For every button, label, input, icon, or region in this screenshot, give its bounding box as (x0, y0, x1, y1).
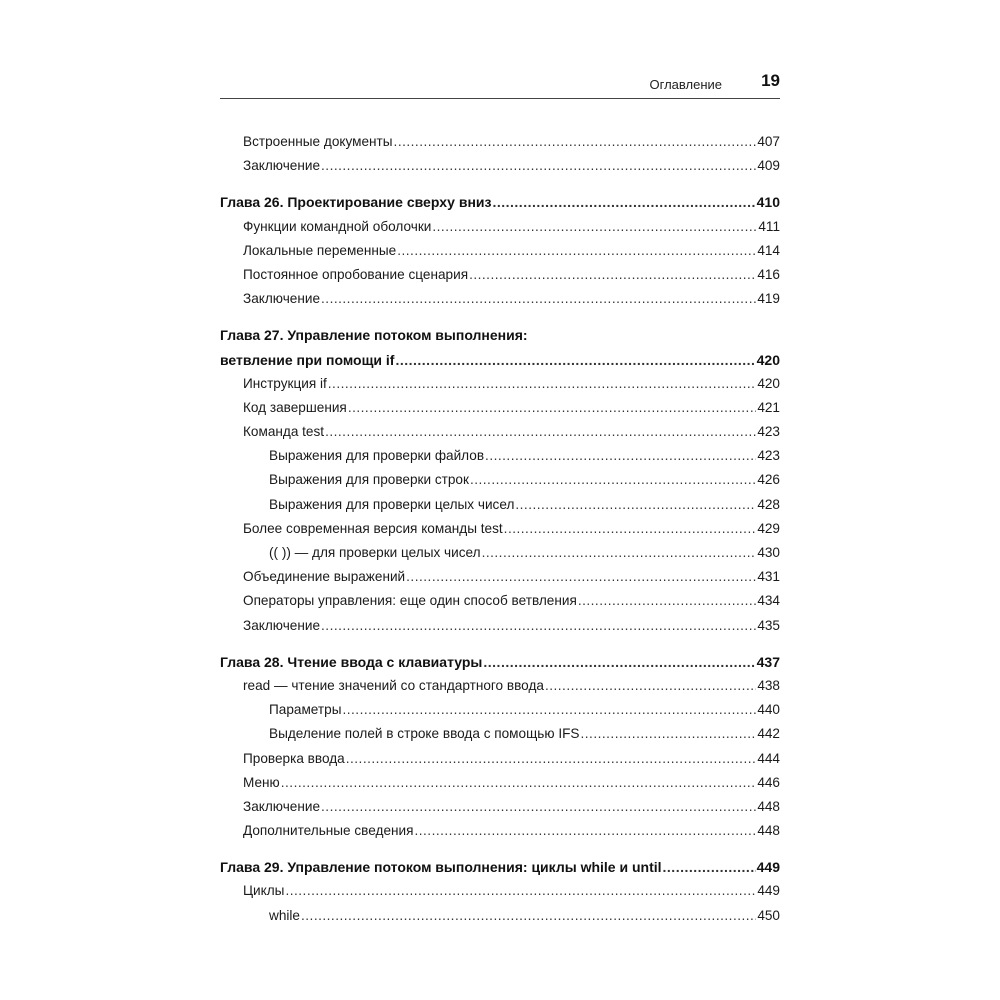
toc-section-entry (220, 154, 780, 178)
toc-page-number: 434 (757, 593, 780, 609)
toc-subsection-entry (220, 493, 780, 517)
toc-subsection-entry (220, 444, 780, 468)
toc-page-number: 442 (757, 726, 780, 742)
dot-leader (348, 396, 757, 420)
toc-page-number: 438 (757, 677, 780, 693)
toc-page-number: 411 (758, 218, 780, 234)
dot-leader (545, 674, 756, 698)
section-gap (220, 843, 780, 855)
page-header (220, 71, 780, 99)
toc-page-number: 448 (757, 798, 780, 814)
toc-entry-title: Выражения для проверки файлов (269, 448, 485, 464)
toc-subsection-entry (220, 468, 780, 492)
toc-section-entry (220, 263, 780, 287)
dot-leader (321, 795, 756, 819)
toc-section-entry (220, 589, 780, 613)
toc-page-number: 450 (757, 907, 780, 923)
toc-chapter-heading (220, 190, 780, 214)
dot-leader (346, 747, 757, 771)
dot-leader (485, 444, 756, 468)
toc-entry-title: Глава 29. Управление потоком выполнения: циклы while и until (220, 859, 662, 876)
page-number: 19 (761, 71, 780, 90)
dot-leader (482, 541, 757, 565)
dot-leader (492, 190, 755, 214)
toc-entry-title: Более современная версия команды test (243, 520, 503, 536)
toc-entry-title: Проверка ввода (243, 750, 345, 766)
toc-section-entry (220, 771, 780, 795)
toc-page-number: 421 (757, 399, 780, 415)
dot-leader (578, 589, 757, 613)
toc-entry-title: Меню (243, 774, 280, 790)
toc-chapter-heading (220, 650, 780, 674)
toc-entry-title: Глава 28. Чтение ввода с клавиатуры (220, 653, 483, 670)
toc-section-entry (220, 287, 780, 311)
toc-section-entry (220, 215, 780, 239)
toc-entry-title: Функции командной оболочки (243, 218, 432, 234)
toc-section-entry (220, 420, 780, 444)
toc-entry-title: Встроенные документы (243, 134, 393, 149)
toc-entry-title: Постоянное опробование сценария (243, 266, 469, 282)
toc-entry-title: Выделение полей в строке ввода с помощью IFS (269, 726, 580, 742)
toc-page-number: 423 (757, 424, 780, 440)
toc-section-entry (220, 396, 780, 420)
dot-leader (432, 215, 757, 239)
toc-entry-title: read — чтение значений со стандартного ввода (243, 677, 544, 693)
toc-page-number: 420 (757, 375, 780, 391)
toc-entry-title: Заключение (243, 617, 321, 633)
toc-section-entry (220, 747, 780, 771)
dot-leader (580, 722, 756, 746)
dot-leader (285, 879, 756, 903)
toc-entry-title: Локальные переменные (243, 242, 397, 258)
section-gap (220, 311, 780, 323)
toc-entry-title: Заключение (243, 291, 321, 307)
toc-entry-title: Параметры (269, 702, 342, 718)
dot-leader (483, 650, 755, 674)
dot-leader (469, 263, 756, 287)
toc-page-number: 448 (757, 823, 780, 839)
toc-entry-title: while (269, 907, 300, 923)
dot-leader (301, 904, 756, 928)
toc-section-entry (220, 819, 780, 843)
toc-page-number: 414 (757, 242, 780, 258)
dot-leader (470, 468, 756, 492)
toc-page-number: 423 (757, 448, 780, 464)
table-of-contents (220, 130, 780, 928)
dot-leader (406, 565, 756, 589)
toc-entry-title: Заключение (243, 158, 321, 174)
toc-page-number: 440 (757, 702, 780, 718)
dot-leader (395, 348, 755, 372)
toc-chapter-heading (220, 348, 780, 372)
toc-entry-title: Глава 27. Управление потоком выполнения: (220, 327, 528, 344)
toc-page-number: 416 (757, 266, 780, 282)
toc-section-entry (220, 795, 780, 819)
toc-chapter-heading (220, 323, 780, 347)
section-gap (220, 178, 780, 190)
toc-entry-title: Дополнительные сведения (243, 823, 414, 839)
dot-leader (328, 372, 757, 396)
toc-entry-title: ветвление при помощи if (220, 351, 395, 368)
dot-leader (325, 420, 756, 444)
dot-leader (515, 493, 756, 517)
dot-leader (342, 698, 756, 722)
dot-leader (321, 154, 756, 178)
toc-section-entry (220, 674, 780, 698)
dot-leader (394, 130, 757, 154)
section-gap (220, 638, 780, 650)
toc-page-number: 420 (756, 351, 780, 368)
toc-subsection-entry (220, 541, 780, 565)
toc-page-number: 444 (757, 750, 780, 766)
toc-entry-title: Операторы управления: еще один способ ветвления (243, 593, 577, 609)
dot-leader (663, 855, 756, 879)
toc-entry-title: (( )) — для проверки целых чисел (269, 545, 481, 560)
dot-leader (281, 771, 757, 795)
toc-page-number: 446 (757, 774, 780, 790)
toc-page-number: 429 (757, 520, 780, 536)
toc-page-number: 449 (757, 883, 780, 899)
toc-subsection-entry (220, 698, 780, 722)
toc-page-number: 449 (756, 859, 780, 876)
toc-page-number: 409 (757, 158, 780, 174)
toc-page-number: 410 (756, 194, 780, 211)
dot-leader (321, 287, 756, 311)
toc-page-number: 428 (757, 496, 780, 512)
toc-entry-title: Инструкция if (243, 375, 327, 391)
toc-page-number: 426 (757, 472, 780, 488)
running-head-title: Оглавление (649, 77, 722, 92)
dot-leader (321, 614, 756, 638)
toc-page-number: 430 (757, 545, 780, 560)
toc-entry-title: Заключение (243, 798, 321, 814)
toc-section-entry (220, 565, 780, 589)
toc-section-entry (220, 614, 780, 638)
dot-leader (414, 819, 756, 843)
toc-entry-title: Код завершения (243, 399, 347, 415)
toc-page-number: 407 (757, 134, 780, 149)
toc-section-entry (220, 130, 780, 154)
toc-section-entry (220, 879, 780, 903)
toc-subsection-entry (220, 722, 780, 746)
toc-page-number: 437 (756, 653, 780, 670)
toc-entry-title: Объединение выражений (243, 569, 406, 585)
toc-page-number: 431 (757, 569, 780, 585)
toc-subsection-entry (220, 904, 780, 928)
toc-entry-title: Команда test (243, 424, 325, 440)
toc-section-entry (220, 239, 780, 263)
toc-entry-title: Циклы (243, 883, 285, 899)
toc-entry-title: Глава 26. Проектирование сверху вниз (220, 194, 492, 211)
toc-entry-title: Выражения для проверки строк (269, 472, 469, 488)
toc-section-entry (220, 517, 780, 541)
toc-entry-title: Выражения для проверки целых чисел (269, 496, 515, 512)
toc-page-number: 435 (757, 617, 780, 633)
dot-leader (397, 239, 756, 263)
dot-leader (504, 517, 757, 541)
toc-section-entry (220, 372, 780, 396)
toc-chapter-heading (220, 855, 780, 879)
toc-page-number: 419 (757, 291, 780, 307)
